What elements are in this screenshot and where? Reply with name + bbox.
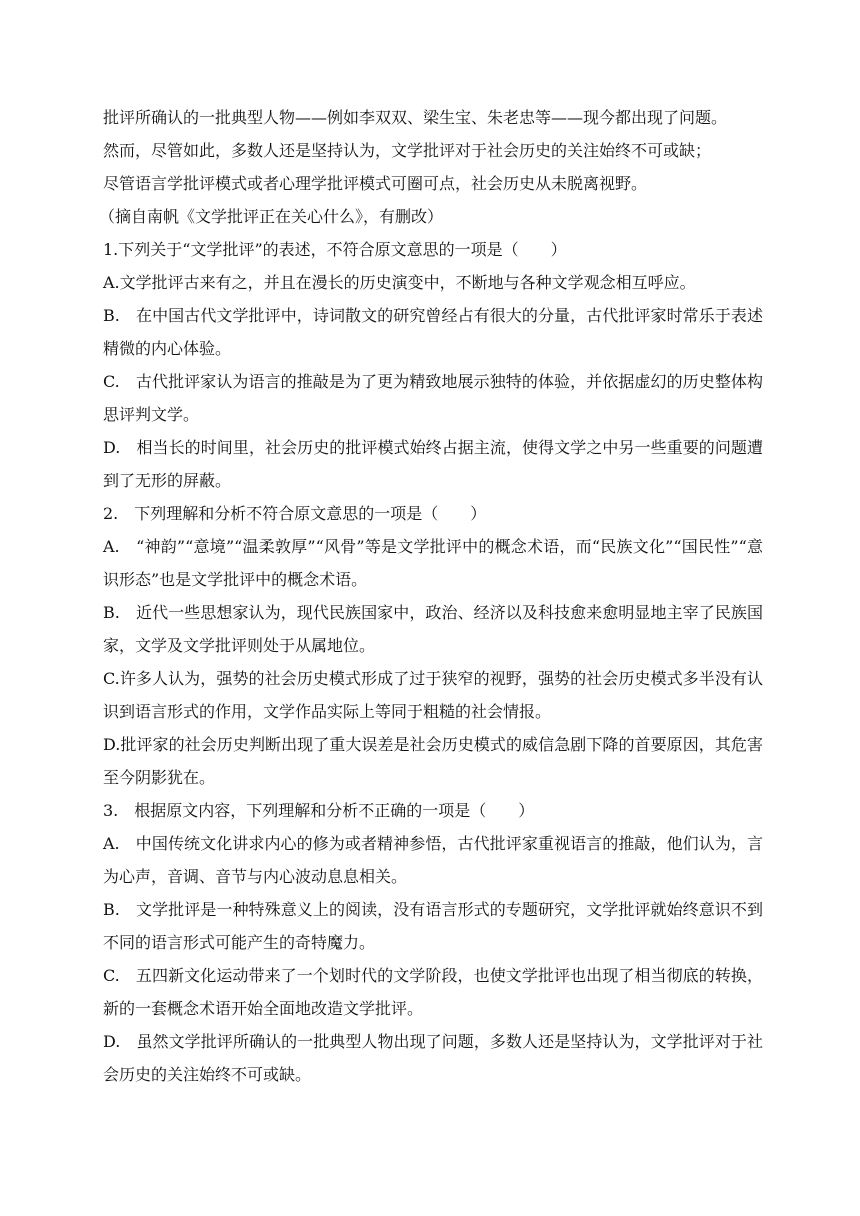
question-2-option-b: B. 近代一些思想家认为，现代民族国家中，政治、经济以及科技愈来愈明显地主宰了民族国家，文学及文学批评则处于从属地位。	[103, 603, 763, 655]
question-3-option-c: C. 五四新文化运动带来了一个划时代的文学阶段，也使文学批评也出现了相当彻底的转换，新的一套概念术语开始全面地改造文学批评。	[103, 966, 763, 1018]
question-2-option-a: A. “神韵”“意境”“温柔敦厚”“风骨”等是文学批评中的概念术语，而“民族文化”“国民性”“意识形态”也是文学批评中的概念术语。	[103, 537, 763, 589]
passage-line-2: 然而，尽管如此，多数人还是坚持认为，文学批评对于社会历史的关注始终不可或缺；	[103, 141, 712, 160]
passage-line-3: 尽管语言学批评模式或者心理学批评模式可圈可点，社会历史从未脱离视野。	[103, 174, 648, 193]
question-2-option-d: D.批评家的社会历史判断出现了重大误差是社会历史模式的威信急剧下降的首要原因，其危害至今阴影犹在。	[103, 735, 763, 787]
question-1-option-a: A.文学批评古来有之，并且在漫长的历史演变中，不断地与各种文学观念相互呼应。	[103, 273, 696, 292]
passage-line-1: 批评所确认的一批典型人物——例如李双双、梁生宝、朱老忠等——现今都出现了问题。	[103, 108, 728, 127]
question-3-option-a: A. 中国传统文化讲求内心的修为或者精神参悟，古代批评家重视语言的推敲，他们认为，言为心声，音调、音节与内心波动息息相关。	[103, 834, 763, 886]
question-2-option-c: C.许多人认为，强势的社会历史模式形成了过于狭窄的视野，强势的社会历史模式多半没有认识到语言形式的作用，文学作品实际上等同于粗糙的社会情报。	[103, 669, 763, 721]
question-1-option-c: C. 古代批评家认为语言的推敲是为了更为精致地展示独特的体验，并依据虚幻的历史整体构思评判文学。	[103, 372, 763, 424]
question-3-option-d: D. 虽然文学批评所确认的一批典型人物出现了问题，多数人还是坚持认为，文学批评对于社会历史的关注始终不可或缺。	[103, 1032, 763, 1084]
question-3-stem: 3. 根据原文内容，下列理解和分析不正确的一项是（ ）	[103, 801, 535, 820]
question-1-stem: 1.下列关于“文学批评”的表述，不符合原文意思的一项是（ ）	[103, 240, 567, 259]
question-2-stem: 2. 下列理解和分析不符合原文意思的一项是（ ）	[103, 504, 487, 523]
source-note: （摘自南帆《文学批评正在关心什么》，有删改）	[99, 207, 444, 226]
question-1-option-b: B. 在中国古代文学批评中，诗词散文的研究曾经占有很大的分量，古代批评家时常乐于表述精微的内心体验。	[103, 306, 763, 358]
document-body	[99, 101, 763, 1091]
question-3-option-b: B. 文学批评是一种特殊意义上的阅读，没有语言形式的专题研究，文学批评就始终意识不到不同的语言形式可能产生的奇特魔力。	[103, 900, 763, 952]
question-1-option-d: D. 相当长的时间里，社会历史的批评模式始终占据主流，使得文学之中另一些重要的问题遭到了无形的屏蔽。	[103, 438, 763, 490]
